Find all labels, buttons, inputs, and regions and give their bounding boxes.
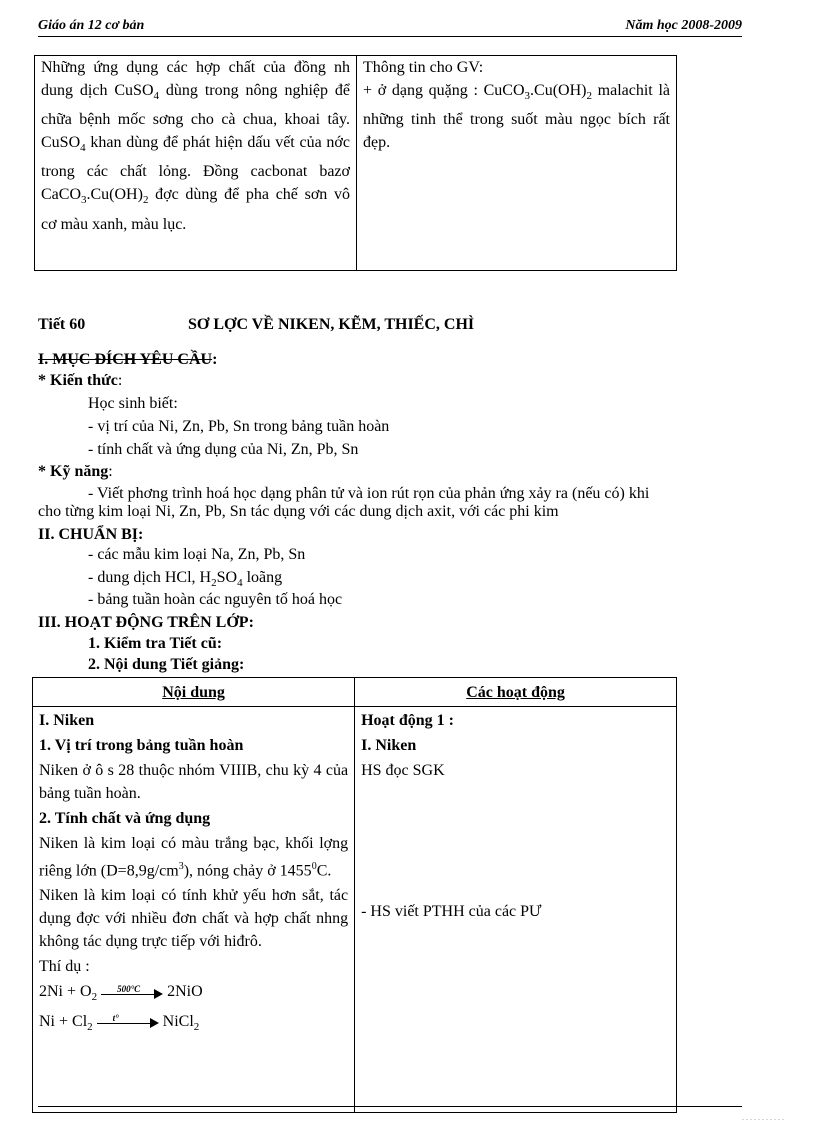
activity-1-heading: Hoạt động 1 : bbox=[361, 712, 454, 729]
knowledge-line-3: - tính chất và ứng dụng của Ni, Zn, Pb, Sn bbox=[88, 441, 359, 458]
equation-1: $2Ni + O_2$ 500°C 2NiO bbox=[39, 983, 203, 1004]
prep-line-2: - dung dịch HCl, $H_2SO_4$ loãng bbox=[88, 569, 283, 590]
reaction-arrow-icon: t° bbox=[97, 1015, 159, 1029]
section2-title: II. CHUẨN BỊ: bbox=[38, 526, 144, 543]
header-left: Giáo án 12 cơ bản bbox=[38, 18, 145, 33]
top-right-title: Thông tin cho GV: bbox=[363, 59, 484, 76]
properties-heading: 2. Tính chất và ứng dụng bbox=[39, 810, 211, 827]
activity-item-2: 2. Nội dung Tiết giảng: bbox=[88, 656, 245, 673]
reactivity-text: Niken là kim loại có tính khử yếu hơn sắt, tác dụng đợc với nhiều đơn chất và hợp chất nhng không tác dụng trực tiếp với hiđrô. bbox=[39, 887, 349, 951]
example-label: Thí dụ : bbox=[39, 958, 90, 976]
top-right-cell bbox=[357, 56, 677, 271]
footer-dots: ........... bbox=[742, 1113, 786, 1122]
knowledge-line-1: Học sinh biết: bbox=[88, 395, 178, 412]
prep-line-3: - bảng tuần hoàn các nguyên tố hoá học bbox=[88, 591, 343, 608]
prep-line-1: - các mẫu kim loại Na, Zn, Pb, Sn bbox=[88, 546, 306, 563]
content-cell bbox=[33, 707, 355, 1113]
col-header-content: Nội dung bbox=[33, 678, 355, 707]
top-right-text: + ở dạng quặng : $CuCO_3.Cu(OH)_2$ malachit là những tinh thể trong suốt màu ngọc bích rất đẹp. bbox=[363, 82, 670, 152]
section1-title: I. MỤC ĐÍCH YÊU CẦU: bbox=[38, 351, 218, 368]
activities-cell bbox=[355, 707, 677, 1113]
page-header bbox=[38, 18, 742, 37]
footer-line bbox=[38, 1106, 742, 1107]
properties-text: Niken là kim loại có màu trắng bạc, khối lợng riêng lớn $(D=8,9g/cm^3)$, nóng chảy ở 1455$^0$C. bbox=[39, 835, 349, 880]
equation-2: $Ni + Cl_2$ t° NiCl$_2$ bbox=[39, 1012, 200, 1033]
activity-write-text: - HS viết PTHH của các PƯ bbox=[361, 903, 542, 920]
lesson-title bbox=[38, 316, 475, 334]
skill-line-1: - Viết phơng trình hoá học dạng phân tử và ion rút rọn của phản ứng xảy ra (nếu có) khi bbox=[88, 485, 650, 502]
activity-item-1: 1. Kiểm tra Tiết cũ: bbox=[88, 635, 223, 652]
top-table bbox=[34, 55, 677, 271]
knowledge-label: * Kiến thức: bbox=[38, 372, 123, 389]
position-heading: 1. Vị trí trong bảng tuần hoàn bbox=[39, 737, 244, 754]
lesson-number: Tiết 60 bbox=[38, 316, 86, 333]
reaction-arrow-icon: 500°C bbox=[101, 986, 163, 1000]
header-right: Năm học 2008-2009 bbox=[625, 18, 742, 33]
main-table bbox=[32, 677, 677, 1113]
lesson-heading: SƠ LỢC VỀ NIKEN, KẼM, THIẾC, CHÌ bbox=[188, 316, 475, 333]
position-text: Niken ở ô s 28 thuộc nhóm VIIIB, chu kỳ 4 của bảng tuần hoàn. bbox=[39, 762, 349, 802]
skill-line-2: cho từng kim loại Ni, Zn, Pb, Sn tác dụng với các dung dịch axit, với các phi kim bbox=[38, 503, 559, 520]
top-left-cell bbox=[35, 56, 357, 271]
knowledge-line-2: - vị trí của Ni, Zn, Pb, Sn trong bảng tuần hoàn bbox=[88, 418, 390, 435]
skill-label: * Kỹ năng: bbox=[38, 463, 113, 480]
niken-heading: I. Niken bbox=[39, 712, 95, 729]
section3-title: III. HOẠT ĐỘNG TRÊN LỚP: bbox=[38, 614, 254, 631]
top-left-text: Những ứng dụng các hợp chất của đồng nh dung dịch CuSO$_4$ dùng trong nông nghiệp để chữa bệnh mốc sơng cho cà chua, khoai tây. CuSO$_4$ khan dùng để phát hiện dấu vết của nớc trong các chất lỏng. Đồng cacbonat bazơ $CaCO_3.Cu(OH)_2$ đợc dùng để pha chế sơn vô cơ màu xanh, màu lục. bbox=[41, 59, 351, 233]
col-header-activities: Các hoạt động bbox=[355, 678, 677, 707]
activity-niken-heading: I. Niken bbox=[361, 737, 417, 754]
activity-read-text: HS đọc SGK bbox=[361, 762, 445, 779]
